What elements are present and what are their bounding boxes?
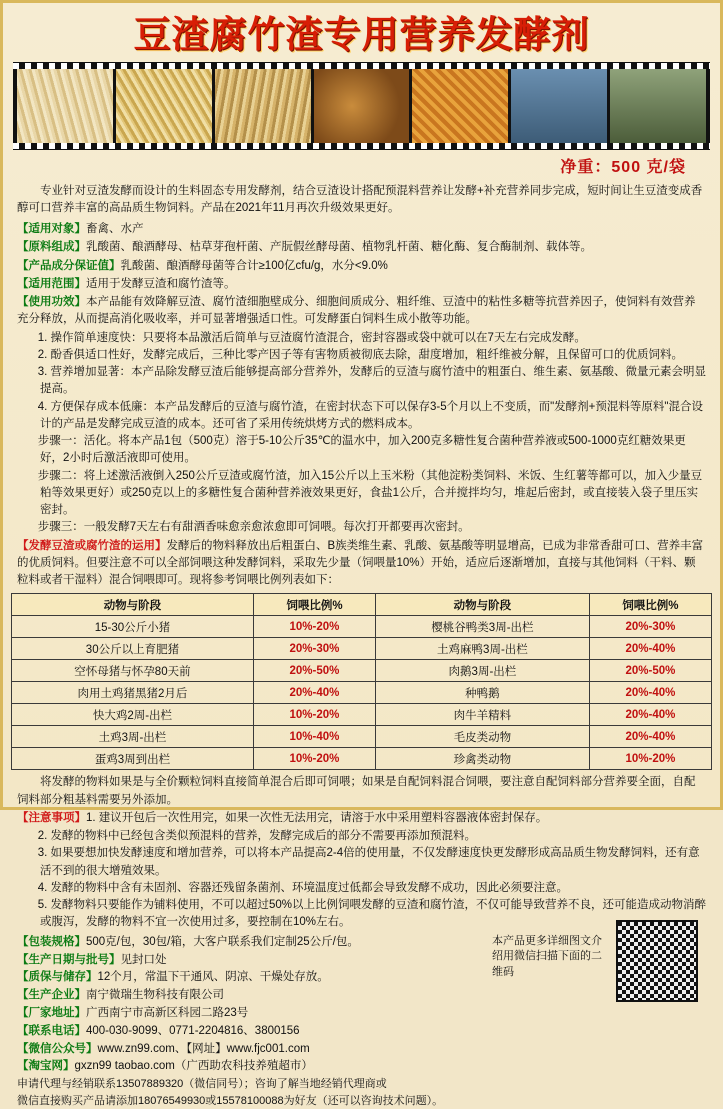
- section-label: 【产品成分保证值】: [17, 259, 121, 272]
- cell-animal: 肉用土鸡猪黑猪2月后: [12, 682, 254, 704]
- photo-frame-7: [610, 69, 706, 143]
- step-text: 将上述激活液倒入250公斤豆渣或腐竹渣，加入15公斤以上玉米粉（其他淀粉类饲料、米饭、生红薯等都可以，加入少量豆粕等效果更好）或250克以上的多糖性复合菌种营养液效果更好，食盐1公斤，合并搅拌均匀，堆起后密封，或直接装入袋子里压实密封。: [40, 469, 703, 517]
- footer-label: 【厂家地址】: [17, 1006, 86, 1019]
- cell-animal: 土鸡麻鸭3周-出栏: [376, 638, 590, 660]
- section-text: 乳酸菌、酿酒酵母、枯草芽孢杆菌、产朊假丝酵母菌、植物乳杆菌、糖化酶、复合酶制剂、载体等。: [86, 241, 592, 254]
- section-label: 【适用范围】: [17, 277, 86, 290]
- footer-text: 南宁微瑞生物科技有限公司: [86, 989, 224, 1002]
- cautions-item-1: 1. 建议开包后一次性用完，如果一次性无法用完，请溶于水中采用塑料容器液体密封保存。: [86, 811, 548, 824]
- cell-ratio: 20%-40%: [589, 682, 711, 704]
- cautions-label: 【注意事项】: [17, 811, 86, 824]
- table-row: [12, 682, 712, 704]
- section-ingredients: [17, 239, 706, 256]
- feeding-ratio-table: [11, 593, 712, 770]
- table-row: [12, 704, 712, 726]
- section-label: 【发酵豆渣或腐竹渣的运用】: [17, 539, 167, 552]
- cell-ratio: 10%-20%: [589, 748, 711, 770]
- table-row: [12, 616, 712, 638]
- qr-code-pattern: [618, 922, 696, 1000]
- step-text: 活化。将本产品1包（500克）溶于5-10公斤35℃的温水中，加入200克多糖性复合菌种营养液或500-1000克红糖效果更好，2小时后激活液即可使用。: [40, 435, 686, 465]
- cautions-item-2: 2. 发酵的物料中已经包含类似预混料的营养，发酵完成后的部分不需要再添加预混料。: [37, 830, 476, 843]
- photo-frame-5: [412, 69, 508, 143]
- footer-manufacturer: [17, 987, 706, 1005]
- notes-block: [11, 774, 712, 931]
- footer-label: 【微信公众号】: [17, 1042, 98, 1055]
- footer-label: 【生产日期与批号】: [17, 953, 121, 966]
- table-row: [12, 748, 712, 770]
- table-col-ratio-2: 饲喂比例%: [589, 594, 711, 616]
- cell-ratio: 10%-40%: [253, 726, 375, 748]
- cell-animal: 空怀母猪与怀孕80天前: [12, 660, 254, 682]
- cell-ratio: 20%-30%: [589, 616, 711, 638]
- page-title: 豆渣腐竹渣专用营养发酵剂: [133, 13, 590, 56]
- table-row: [12, 638, 712, 660]
- photo-frame-2: [116, 69, 212, 143]
- footer-text: 400-030-9099、0771-2204816、3800156: [86, 1024, 300, 1037]
- cell-animal: 珍禽类动物: [376, 748, 590, 770]
- step-2: [17, 468, 706, 520]
- section-target-animals: [17, 221, 706, 238]
- section-composition: [17, 258, 706, 275]
- operation-item-2: 2. 酚香俱适口性好，发酵完成后，三种比零产因子等有害物质被彻底去除，甜度增加，粗纤维被分解，且保留可口的优质饲料。: [37, 348, 683, 361]
- footer-text: 12个月，常温下干通风、阴凉、干燥处存放。: [97, 971, 329, 984]
- cell-animal: 樱桃谷鸭类3周-出栏: [376, 616, 590, 638]
- section-effects: [17, 294, 706, 329]
- cautions-item-4: 4. 发酵的物料中含有未固剂、容器还残留条菌剂、环境温度过低都会导致发酵不成功，因此必须要注意。: [37, 881, 568, 894]
- agent-contact-line-2: 微信直接购买产品请添加18076549930或15578100088为好友（还可以咨询技术问题）。: [17, 1094, 444, 1107]
- footer-label: 【包装规格】: [17, 935, 86, 948]
- cell-ratio: 20%-30%: [253, 638, 375, 660]
- footer-text: 见封口处: [120, 953, 167, 966]
- cell-ratio: 10%-20%: [253, 748, 375, 770]
- footer-text: 广西南宁市高新区科园二路23号: [86, 1006, 249, 1019]
- cell-animal: 种鸭鹅: [376, 682, 590, 704]
- section-text: 畜禽、水产: [86, 223, 144, 236]
- cell-animal: 毛皮类动物: [376, 726, 590, 748]
- step-label: 步骤一：: [37, 435, 84, 448]
- agent-contact-line-1: 申请代理与经销联系13507889320（微信同号）；咨询了解当地经销代理商或: [17, 1078, 387, 1091]
- footer-label: 【淘宝网】: [17, 1060, 75, 1073]
- photo-frame-1: [17, 69, 113, 143]
- table-col-animal-2: 动物与阶段: [376, 594, 590, 616]
- footer-label: 【质保与储存】: [17, 971, 98, 984]
- section-text: 适用于发酵豆渣和腐竹渣等。: [86, 277, 236, 290]
- table-col-ratio-1: 饲喂比例%: [253, 594, 375, 616]
- cell-ratio: 10%-20%: [253, 704, 375, 726]
- cell-animal: 肉牛羊精料: [376, 704, 590, 726]
- footer-address: [17, 1005, 706, 1023]
- cell-ratio: 20%-40%: [589, 704, 711, 726]
- cautions-item-5: 5. 发酵物料只要能作为铺料使用，不可以超过50%以上比例饲喂发酵的豆渣和腐竹渣，不仅可能导致营养不良，还可能造成动物消醉或腹泻，发酵的物料不宜一次使用过多，要控制在10%左右。: [37, 899, 706, 929]
- step-text: 一般发酵7天左右有甜酒香味愈亲愈浓愈即可饲喂。每次打开都要再次密封。: [83, 521, 470, 534]
- cell-animal: 15-30公斤小猪: [12, 616, 254, 638]
- net-weight: 净重：500 克/袋: [560, 158, 686, 176]
- cautions-item-3: 3. 如果要想加快发酵速度和增加营养，可以将本产品提高2-4倍的使用量，不仅发酵速度快更发酵形成高品质生物发酵饲料，还有意活不到的很大增殖效果。: [37, 847, 700, 877]
- table-row: [12, 660, 712, 682]
- qr-code[interactable]: [616, 920, 698, 1002]
- cautions-label-line: [17, 810, 706, 827]
- footer-text: 500克/包，30包/箱，大客户联系我们定制25公斤/包。: [86, 935, 359, 948]
- footer-taobao[interactable]: [17, 1058, 706, 1076]
- footer-text: www.zn99.com、【网址】www.fjc001.com: [97, 1042, 310, 1055]
- footer-label: 【生产企业】: [17, 989, 86, 1002]
- cell-animal: 快大鸡2周-出栏: [12, 704, 254, 726]
- section-usage-of-fermented-okara: [17, 538, 706, 590]
- intro-paragraph: 专业针对豆渣发酵而设计的生料固态专用发酵剂，结合豆渣设计搭配预混料营养让发酵+补充营养同步完成，短时间让生豆渣变成香醇可口营养丰富的高品质生物饲料。产品在2021年11月再次升级效果更好。: [17, 184, 703, 214]
- section-label: 【适用对象】: [17, 223, 86, 236]
- footer-website: [17, 1041, 706, 1059]
- cell-ratio: 20%-50%: [253, 660, 375, 682]
- table-row: [12, 726, 712, 748]
- photo-filmstrip: [13, 62, 710, 150]
- operation-item-1: 1. 操作简单速度快：只要将本品激活后简单与豆渣腐竹渣混合，密封容器或袋中就可以在7天左右完成发酵。: [37, 331, 586, 344]
- step-label: 步骤三：: [37, 521, 84, 534]
- cell-ratio: 10%-20%: [253, 616, 375, 638]
- body-text-block: [11, 183, 712, 590]
- dosage-note: 4. 方便保存成本低廉：本产品发酵后的豆渣与腐竹渣，在密封状态下可以保存3-5个月以上不变质，而"发酵剂+预混料等原料"混合设计的产品是发酵完成豆渣的成本。还可省了采用传统烘烤方式的燃料成本。: [37, 400, 703, 430]
- footer-block: [11, 934, 712, 1077]
- step-1: [17, 433, 706, 468]
- section-text: 乳酸菌、酿酒酵母菌等合计≥100亿cfu/g，水分<9.0%: [120, 259, 388, 272]
- operation-item-3: 3. 营养增加显著：本产品除发酵豆渣后能够提高部分营养外，发酵后的豆渣与腐竹渣中的粗蛋白、维生素、氨基酸、微量元素会明显提高。: [37, 366, 706, 396]
- photo-frame-3: [215, 69, 311, 143]
- step-3: [17, 519, 706, 536]
- cell-ratio: 20%-40%: [589, 726, 711, 748]
- qr-caption: 本产品更多详细图文介绍用微信扫描下面的二维码: [492, 935, 602, 978]
- cell-animal: 肉鹅3周-出栏: [376, 660, 590, 682]
- section-label: 【原料组成】: [17, 241, 86, 254]
- footer-text: gxzn99 taobao.com（广西助农科技养殖超市）: [74, 1060, 313, 1073]
- cell-ratio: 20%-40%: [589, 638, 711, 660]
- photo-frame-6: [511, 69, 607, 143]
- agent-contact-block: [11, 1076, 712, 1109]
- after-table-note: 将发酵的物料如果是与全价颗粒饲料直接简单混合后即可饲喂；如果是自配饲料混合饲喂，要注意自配饲料部分营养要全面，自配饲料部分粗基料需要另外添加。: [17, 776, 696, 806]
- cell-ratio: 20%-40%: [253, 682, 375, 704]
- section-text: 本产品能有效降解豆渣、腐竹渣细胞壁成分、细胞间质成分、粗纤维、豆渣中的粘性多糖等抗营养因子，使饲料有效营养充分释放，从而提高消化吸收率，并可显著增强适口性。可发酵蛋白饲料生成小散等功能。: [17, 296, 696, 326]
- table-header-row: [12, 594, 712, 616]
- photo-frame-4: [314, 69, 410, 143]
- footer-label: 【联系电话】: [17, 1024, 86, 1037]
- section-label: 【使用功效】: [17, 296, 86, 309]
- cell-animal: 30公斤以上育肥猪: [12, 638, 254, 660]
- cell-ratio: 20%-50%: [589, 660, 711, 682]
- cell-animal: 蛋鸡3周到出栏: [12, 748, 254, 770]
- footer-phone: [17, 1023, 706, 1041]
- step-label: 步骤二：: [37, 469, 84, 482]
- section-scope: [17, 276, 706, 293]
- table-col-animal-1: 动物与阶段: [12, 594, 254, 616]
- cell-animal: 土鸡3周-出栏: [12, 726, 254, 748]
- section-text: 发酵后的物料释放出后粗蛋白、B族类维生素、乳酸、氨基酸等明显增高，已成为非常香甜可口、营养丰富的优质饲料。但要注意不可以全部饲喂这种发酵饲料，采取先少量（饲喂量10%）开始，适应后逐渐增加，直接与其他饲料（干料、颗粒料或者干湿料）混合饲喂即可。现将参考饲喂比例列表如下：: [17, 539, 704, 587]
